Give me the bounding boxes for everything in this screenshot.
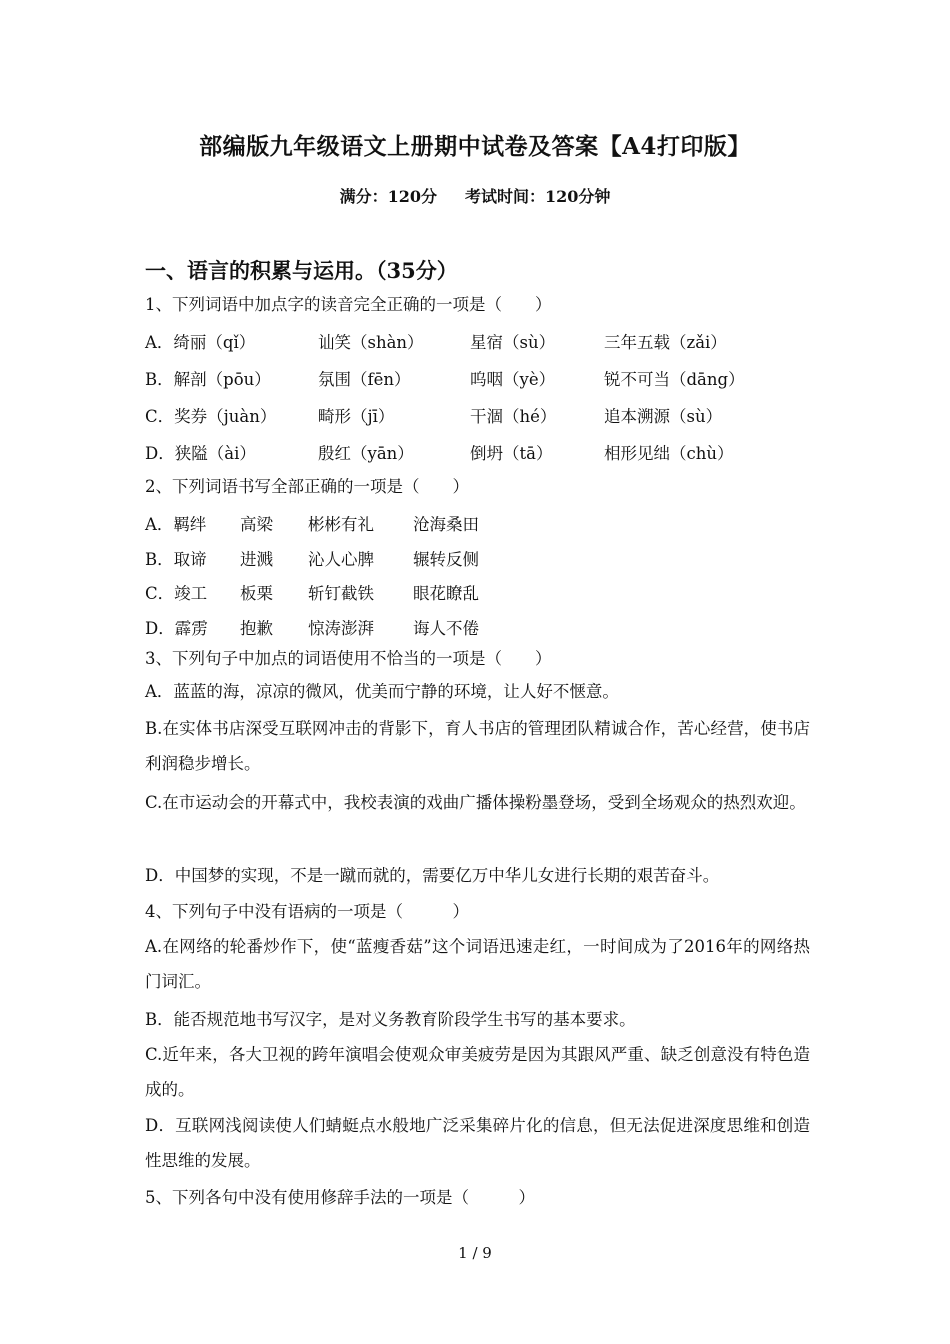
q1-d-1: D．狭隘（ài）: [145, 444, 256, 463]
q4-stem: 4、下列句子中没有语病的一项是（ ）: [145, 902, 469, 921]
q1-b-1: B．解剖（pōu）: [145, 370, 271, 389]
q1-d-2: 殷红（yān）: [318, 444, 414, 463]
q2-d-4: 诲人不倦: [413, 619, 479, 638]
q4-option-d: D．互联网浅阅读使人们蜻蜓点水般地广泛采集碎片化的信息，但无法促进深度思维和创造性思维的发展。: [145, 1116, 810, 1170]
q1-a-3: 星宿（sù）: [470, 333, 556, 352]
q3-option-c: C.在市运动会的开幕式中，我校表演的戏曲广播体操粉墨登场，受到全场观众的热烈欢迎。: [145, 793, 806, 812]
q2-c-3: 斩钉截铁: [308, 584, 374, 603]
q1-stem: 1、下列词语中加点字的读音完全正确的一项是（ ）: [145, 295, 552, 314]
q2-b-3: 沁人心脾: [308, 550, 374, 569]
q1-a-2: 讪笑（shàn）: [318, 333, 424, 352]
q2-b-1: B．取谛: [145, 550, 207, 569]
q2-c-1: C．竣工: [145, 584, 208, 603]
full-score: 满分：120分: [339, 187, 437, 206]
q1-b-4: 锐不可当（dāng）: [604, 370, 745, 389]
q2-b-4: 辗转反侧: [413, 550, 479, 569]
q2-d-1: D．霹雳: [145, 619, 208, 638]
q2-c-2: 板栗: [240, 584, 273, 603]
q2-b-2: 进溅: [240, 550, 273, 569]
exam-time: 考试时间：120分钟: [465, 187, 611, 206]
page-number: 1 / 9: [458, 1244, 492, 1262]
q2-d-2: 抱歉: [240, 619, 273, 638]
q1-a-4: 三年五载（zǎi）: [604, 333, 727, 352]
q1-b-2: 氛围（fēn）: [318, 370, 411, 389]
q1-a-1: A．绮丽（qǐ）: [145, 333, 256, 352]
q4-option-b: B．能否规范地书写汉字，是对义务教育阶段学生书写的基本要求。: [145, 1010, 636, 1029]
q2-c-4: 眼花瞭乱: [413, 584, 479, 603]
q1-b-3: 呜咽（yè）: [470, 370, 556, 389]
section-heading: 一、语言的积累与运用。（35分）: [145, 258, 458, 283]
q1-d-3: 倒坍（tā）: [470, 444, 553, 463]
q2-a-3: 彬彬有礼: [308, 515, 374, 534]
exam-info: [0, 184, 950, 207]
q4-option-c: C.近年来，各大卫视的跨年演唱会使观众审美疲劳是因为其跟风严重、缺乏创意没有特色造成的。: [145, 1045, 810, 1099]
q3-option-a: A．蓝蓝的海，凉凉的微风，优美而宁静的环境，让人好不惬意。: [145, 682, 619, 701]
page-title: 部编版九年级语文上册期中试卷及答案【A4打印版】: [199, 133, 751, 160]
q1-c-3: 干涸（hé）: [470, 407, 557, 426]
q2-a-1: A．羁绊: [145, 515, 207, 534]
q1-c-2: 畸形（jī）: [318, 407, 395, 426]
q2-a-4: 沧海桑田: [413, 515, 479, 534]
q1-c-4: 追本溯源（sù）: [604, 407, 723, 426]
q1-d-4: 相形见绌（chù）: [604, 444, 734, 463]
q1-c-1: C．奖券（juàn）: [145, 407, 277, 426]
q2-a-2: 高梁: [240, 515, 273, 534]
q4-option-a: A.在网络的轮番炒作下，使“蓝瘦香菇”这个词语迅速走红，一时间成为了2016年的网络热门词汇。: [145, 937, 810, 991]
q2-stem: 2、下列词语书写全部正确的一项是（ ）: [145, 477, 469, 496]
q3-option-d: D．中国梦的实现，不是一蹴而就的，需要亿万中华儿女进行长期的艰苦奋斗。: [145, 866, 720, 885]
q3-stem: 3、下列句子中加点的词语使用不恰当的一项是（ ）: [145, 649, 552, 668]
q2-d-3: 惊涛澎湃: [308, 619, 374, 638]
q3-option-b: B.在实体书店深受互联网冲击的背影下，育人书店的管理团队精诚合作，苦心经营，使书店利润稳步增长。: [145, 719, 810, 773]
q5-stem: 5、下列各句中没有使用修辞手法的一项是（ ）: [145, 1188, 535, 1207]
